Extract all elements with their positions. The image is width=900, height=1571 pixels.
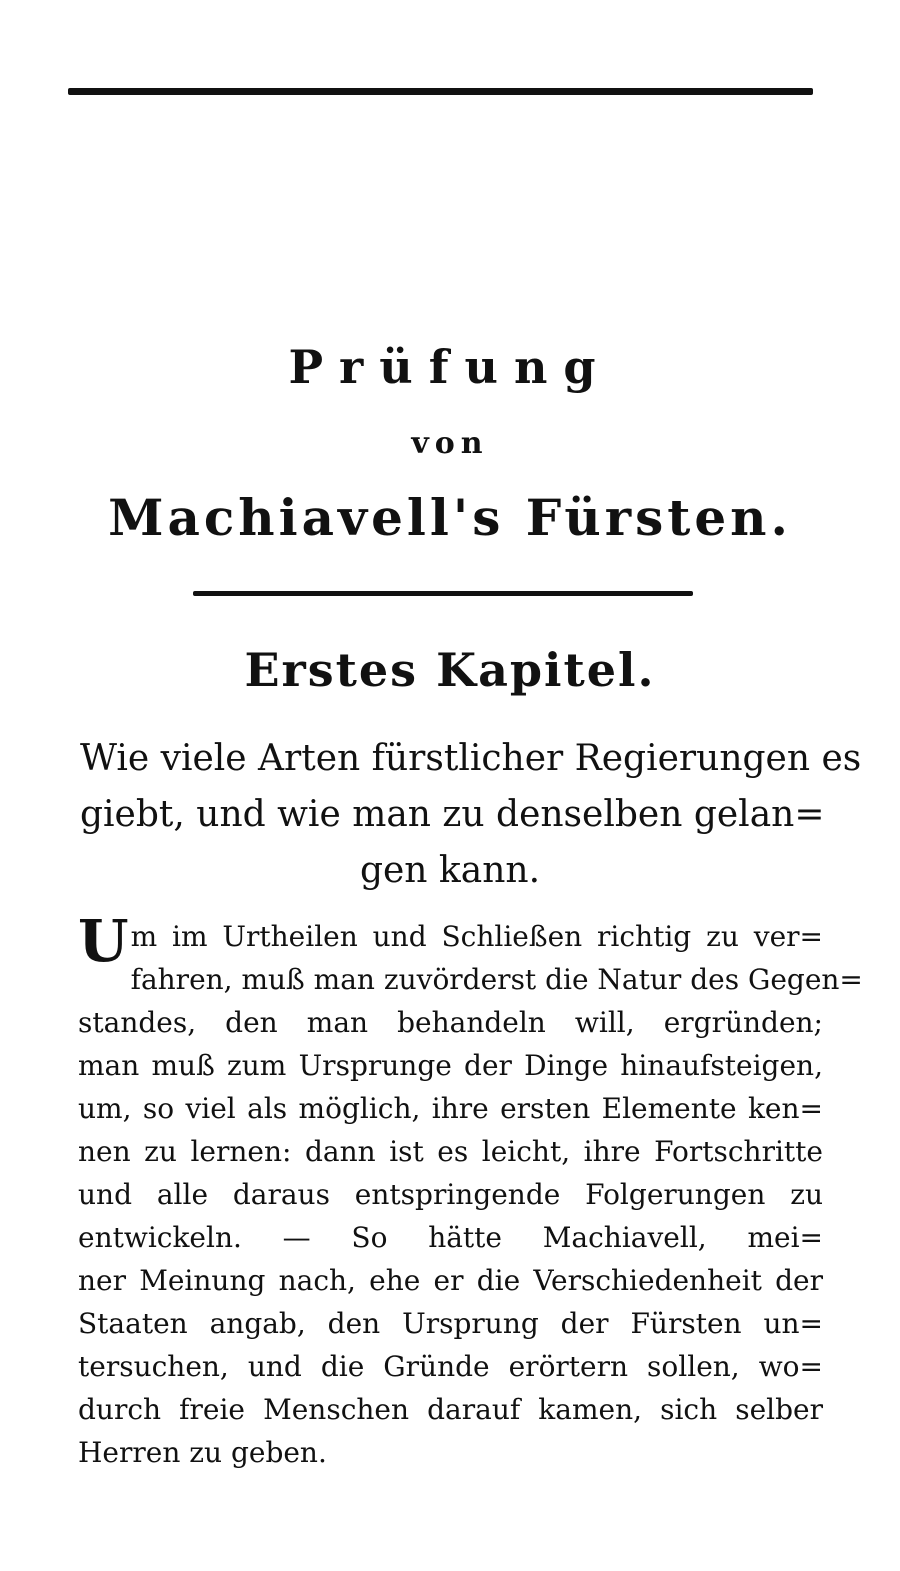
body-line: ner Meinung nach, ehe er die Verschiedenheit der [78, 1264, 823, 1297]
chapter-subtitle-line: Wie viele Arten fürstlicher Regierungen es [80, 738, 862, 779]
body-line: durch freie Menschen darauf kamen, sich selber [78, 1393, 823, 1426]
body-line: Staaten angab, den Ursprung der Fürsten un= [78, 1307, 823, 1340]
chapter-subtitle-line: gen kann. [359, 850, 541, 891]
body-line: fahren, muß man zuvörderst die Natur des Gegen= [130, 963, 863, 996]
chapter-heading: Erstes Kapitel. [244, 643, 656, 697]
body-line: entwickeln. — So hätte Machiavell, mei= [78, 1221, 823, 1254]
body-line: um, so viel als möglich, ihre ersten Elemente ken= [78, 1092, 823, 1125]
top-rule [68, 88, 813, 95]
title-line-3: Machiavell's Fürsten. [108, 488, 792, 547]
chapter-subtitle [80, 731, 862, 899]
chapter-subtitle-line: giebt, und wie man zu denselben gelan= [80, 794, 825, 835]
title-divider-rule [193, 591, 693, 596]
body-line: nen zu lernen: dann ist es leicht, ihre Fortschritte [78, 1135, 823, 1168]
body-text [78, 907, 863, 1474]
body-line: und alle daraus entspringende Folgerungen zu [78, 1178, 823, 1211]
body-line: man muß zum Ursprunge der Dinge hinaufsteigen, [78, 1049, 823, 1082]
drop-cap: U [78, 907, 129, 975]
title-line-1: Prüfung [288, 340, 612, 394]
body-line: m im Urtheilen und Schließen richtig zu ver= [130, 920, 823, 953]
body-line: standes, den man behandeln will, ergründen; [78, 1006, 823, 1039]
body-line: tersuchen, und die Gründe erörtern sollen, wo= [78, 1350, 823, 1383]
title-line-2: von [411, 426, 489, 461]
body-line: Herren zu geben. [78, 1436, 327, 1469]
